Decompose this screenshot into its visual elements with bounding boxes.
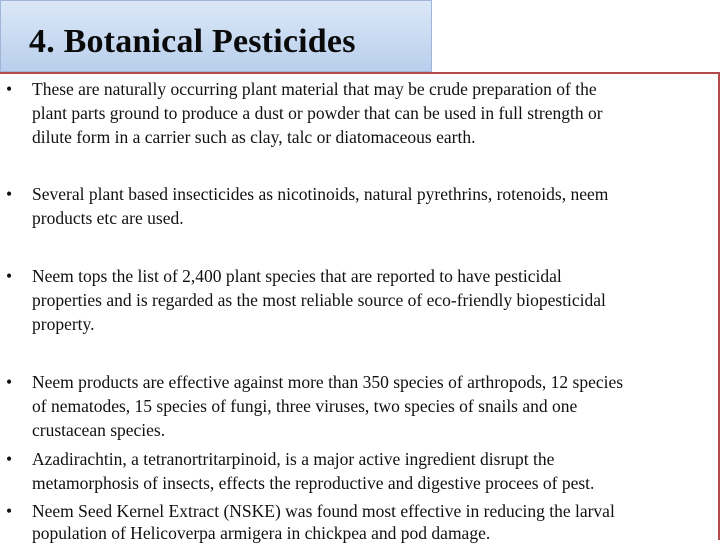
bullet-dot: •	[6, 449, 13, 469]
bullet-dot: •	[6, 501, 13, 521]
bullet-dot: •	[6, 266, 13, 286]
bullet-4-line-3: crustacean species.	[32, 420, 166, 440]
bullet-4-line-1: Neem products are effective against more than 350 species of arthropods, 12 species	[32, 372, 624, 392]
slide-title: 4. Botanical Pesticides	[29, 23, 356, 60]
bullet-3-line-3: property.	[32, 314, 95, 334]
bullet-6-line-1: Neem Seed Kernel Extract (NSKE) was found most effective in reducing the larval	[32, 501, 615, 521]
bullet-1-line-1: These are naturally occurring plant material that may be crude preparation of the	[32, 79, 597, 99]
bullet-2-line-2: products etc are used.	[32, 208, 184, 228]
bullet-dot: •	[6, 184, 13, 204]
title-box	[0, 0, 432, 72]
bullet-3-line-1: Neem tops the list of 2,400 plant species that are reported to have pesticidal	[32, 266, 562, 286]
bullet-1-line-3: dilute form in a carrier such as clay, talc or diatomaceous earth.	[32, 127, 476, 147]
bullet-5-line-1: Azadirachtin, a tetranortritarpinoid, is a major active ingredient disrupt the	[32, 449, 555, 469]
bullet-dot: •	[6, 372, 13, 392]
bullet-1-line-2: plant parts ground to produce a dust or powder that can be used in full strength or	[32, 103, 603, 123]
bullet-2-line-1: Several plant based insecticides as nicotinoids, natural pyrethrins, rotenoids, neem	[32, 184, 609, 204]
bullet-5-line-2: metamorphosis of insects, effects the reproductive and digestive procees of pest.	[32, 473, 595, 493]
bullet-6-line-2: population of Helicoverpa armigera in chickpea and pod damage.	[32, 523, 491, 543]
bullet-dot: •	[6, 79, 13, 99]
bullet-4-line-2: of nematodes, 15 species of fungi, three viruses, two species of snails and one	[32, 396, 578, 416]
bullet-3-line-2: properties and is regarded as the most reliable source of eco-friendly biopesticidal	[32, 290, 606, 310]
